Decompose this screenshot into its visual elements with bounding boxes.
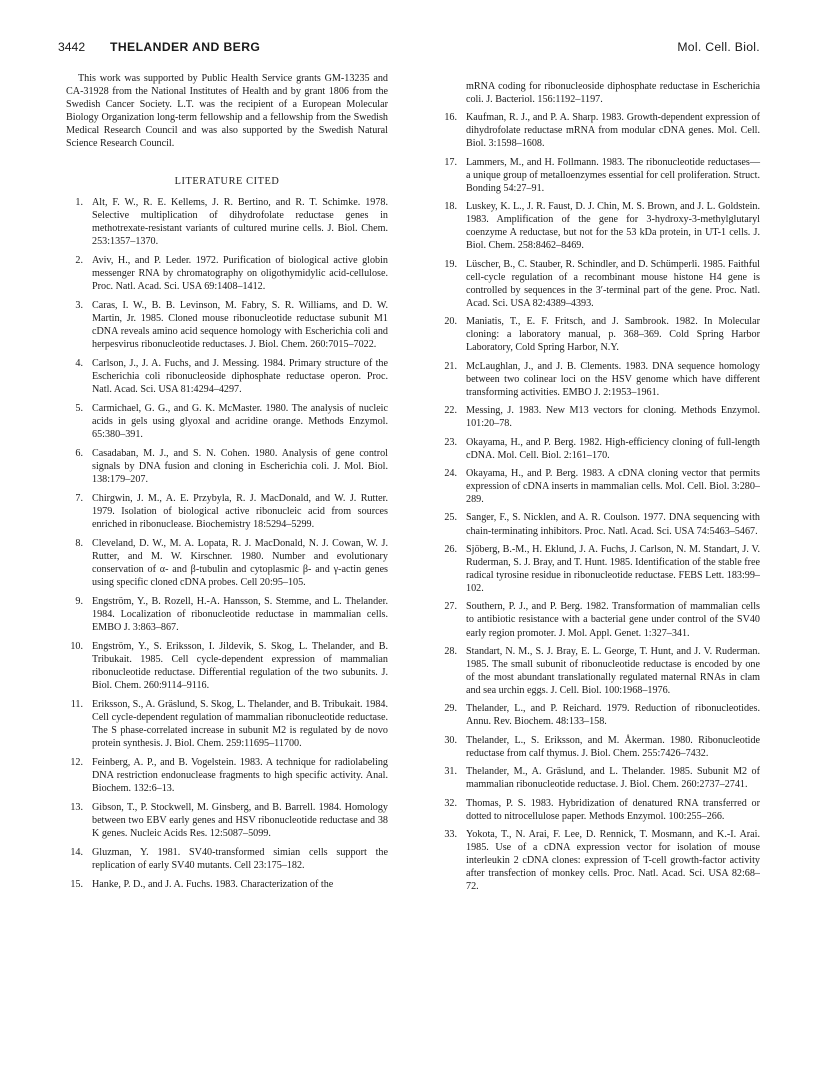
- reference-item: [440, 467, 760, 506]
- reference-number: 33.: [444, 828, 457, 840]
- reference-number: 18.: [444, 201, 457, 213]
- reference-list-right: [440, 111, 760, 893]
- reference-text: Engström, Y., S. Eriksson, I. Jildevik, S. Skog, L. Thelander, and B. Tribukait. 1985. Cell cycle-dependent expression of mammalian ribonucleotide reductase. Differential regulation of the two subunits. J. Biol. Chem. 260:9114–9116.: [92, 640, 388, 691]
- reference-item: [440, 111, 760, 150]
- reference-item: [66, 595, 388, 634]
- reference-number: 4.: [75, 357, 83, 369]
- reference-number: 19.: [444, 258, 457, 270]
- reference-item: [440, 404, 760, 430]
- reference-text: Okayama, H., and P. Berg. 1983. A cDNA cloning vector that permits expression of cDNA inserts in mammalian cells. Mol. Cell. Biol. 3:280–289.: [466, 467, 760, 506]
- reference-text: Carlson, J., J. A. Fuchs, and J. Messing. 1984. Primary structure of the Escherichia coli ribonucleoside diphosphate reductase operon. Proc. Natl. Acad. Sci. USA 81:4294–4297.: [92, 357, 388, 395]
- reference-text: Feinberg, A. P., and B. Vogelstein. 1983. A technique for radiolabeling DNA restriction endonuclease fragments to high specific activity. Anal. Biochem. 132:6–13.: [92, 756, 388, 794]
- literature-cited-heading: LITERATURE CITED: [174, 175, 280, 187]
- reference-text: Maniatis, T., E. F. Fritsch, and J. Sambrook. 1982. In Molecular cloning: a laboratory manual, p. 368–369. Cold Spring Harbor Laboratory, Cold Spring Harbor, N.Y.: [466, 316, 760, 354]
- reference-text: Lüscher, B., C. Stauber, R. Schindler, and D. Schümperli. 1985. Faithful cell-cycle regulation of a recombinant mouse histone H4 gene is controlled by sequences in the 3′-terminal part of the gene. Proc. Natl. Acad. Sci. USA 82:4389–4393.: [466, 258, 760, 309]
- reference-number: 12.: [70, 756, 83, 768]
- journal-name: Mol. Cell. Biol.: [677, 40, 760, 54]
- reference-item: [66, 299, 388, 351]
- reference-text: Sjöberg, B.-M., H. Eklund, J. A. Fuchs, J. Carlson, N. M. Standart, J. V. Ruderman, S. J. Bray, and T. Hunt. 1985. Identification of the stable free radical tyrosine residue in ribonucleotide reductase. FEBS Lett. 183:99–102.: [466, 543, 760, 595]
- reference-item: [66, 846, 388, 872]
- reference-text: Kaufman, R. J., and P. A. Sharp. 1983. Growth-dependent expression of dihydrofolate reductase mRNA from modular cDNA genes. Mol. Cell. Biol. 3:1598–1608.: [466, 112, 760, 150]
- reference-item: [440, 828, 760, 893]
- reference-number: 2.: [75, 254, 83, 266]
- reference-number: 9.: [75, 595, 83, 607]
- reference-number: 13.: [70, 801, 83, 813]
- reference-number: 15.: [70, 878, 83, 890]
- reference-number: 27.: [444, 601, 457, 613]
- reference-text: Cleveland, D. W., M. A. Lopata, R. J. MacDonald, N. J. Cowan, W. J. Rutter, and M. W. Kirschner. 1980. Number and evolutionary conservation of α- and β-tubulin and cytoplasmic β- and γ-actin genes using specific cloned cDNA probes. Cell 20:95–105.: [92, 537, 388, 588]
- reference-text: Thelander, M., A. Gräslund, and L. Thelander. 1985. Subunit M2 of mammalian ribonucleotide reductase. J. Biol. Chem. 260:2737–2741.: [466, 766, 760, 791]
- reference-number: 8.: [75, 537, 83, 549]
- reference-item: [440, 797, 760, 823]
- reference-number: 31.: [444, 766, 457, 778]
- reference-number: 16.: [444, 112, 457, 124]
- reference-number: 28.: [444, 645, 457, 657]
- reference-item: [66, 447, 388, 486]
- reference-item: [440, 156, 760, 195]
- reference-item: [440, 765, 760, 791]
- reference-item: [440, 734, 760, 760]
- reference-item: [66, 357, 388, 396]
- reference-number: 30.: [444, 734, 457, 746]
- reference-item: [440, 543, 760, 595]
- reference-text: Eriksson, S., A. Gräslund, S. Skog, L. Thelander, and B. Tribukait. 1984. Cell cycle-dependent regulation of mammalian ribonucleotide reductase. The S phase-correlated increase in subunit M2 is regulated by de novo protein synthesis. J. Biol. Chem. 259:11695–11700.: [92, 698, 388, 749]
- reference-number: 14.: [70, 846, 83, 858]
- reference-text: Standart, N. M., S. J. Bray, E. L. George, T. Hunt, and J. V. Ruderman. 1985. The small subunit of ribonucleotide reductase is encoded by one of the most abundant translationally regulated maternal RNAs in clam and sea urchin eggs. J. Cell. Biol. 100:1968–1976.: [466, 645, 760, 697]
- reference-text: Gibson, T., P. Stockwell, M. Ginsberg, and B. Barrell. 1984. Homology between two EBV early genes and HSV ribonucleotide reductase and 38 K genes. Nucleic Acids Res. 12:5087–5099.: [92, 801, 388, 839]
- right-column: [440, 80, 760, 899]
- reference-text: Thelander, L., S. Eriksson, and M. Åkerman. 1980. Ribonucleotide reductase from calf thymus. J. Biol. Chem. 255:7426–7432.: [466, 734, 760, 759]
- reference-number: 23.: [444, 436, 457, 448]
- reference-item: [66, 640, 388, 692]
- reference-text: Messing, J. 1983. New M13 vectors for cloning. Methods Enzymol. 101:20–78.: [466, 405, 760, 430]
- reference-number: 17.: [444, 156, 457, 168]
- reference-number: 20.: [444, 316, 457, 328]
- reference-text: Gluzman, Y. 1981. SV40-transformed simian cells support the replication of early SV40 mutants. Cell 23:175–182.: [92, 846, 388, 871]
- reference-item: [66, 196, 388, 248]
- reference-text: Hanke, P. D., and J. A. Fuchs. 1983. Characterization of the: [92, 878, 334, 890]
- page-number: 3442: [58, 40, 86, 54]
- reference-item: [66, 756, 388, 795]
- reference-text: Lammers, M., and H. Follmann. 1983. The ribonucleotide reductases—a unique group of metalloenzymes essential for cell proliferation. Struct. Bonding 54:27–91.: [466, 156, 760, 194]
- reference-number: 10.: [70, 640, 83, 652]
- reference-text: Southern, P. J., and P. Berg. 1982. Transformation of mammalian cells to antibiotic resistance with a bacterial gene under control of the SV40 early region promoter. J. Mol. Appl. Genet. 1:327–341.: [466, 601, 760, 639]
- reference-number: 24.: [444, 467, 457, 479]
- reference-text: Engström, Y., B. Rozell, H.-A. Hansson, S. Stemme, and L. Thelander. 1984. Localization of ribonucleotide reductase in mammalian cells. EMBO J. 3:863–867.: [92, 595, 388, 633]
- reference-item: [440, 511, 760, 537]
- reference-text: Carmichael, G. G., and G. K. McMaster. 1980. The analysis of nucleic acids in gels using glyoxal and acridine orange. Methods Enzymol. 65:380–391.: [92, 402, 388, 440]
- reference-text: Caras, I. W., B. B. Levinson, M. Fabry, S. R. Williams, and D. W. Martin, Jr. 1985. Cloned mouse ribonucleotide reductase subunit M1 cDNA reveals amino acid sequence homology with Escherichia coli and herpesvirus ribonucleotide reductases. J. Biol. Chem. 260:7015–7022.: [92, 299, 388, 350]
- reference-item: [440, 702, 760, 728]
- running-authors: THELANDER AND BERG: [110, 40, 261, 54]
- reference-number: 6.: [75, 447, 83, 459]
- reference-item: [440, 200, 760, 252]
- reference-number: 29.: [444, 703, 457, 715]
- reference-text: Aviv, H., and P. Leder. 1972. Purification of biological active globin messenger RNA by chromatography on oligothymidylic acid-cellulose. Proc. Natl. Acad. Sci. USA 69:1408–1412.: [92, 254, 388, 292]
- reference-item: [440, 315, 760, 354]
- reference-list-left: [66, 196, 388, 891]
- reference-number: 21.: [444, 360, 457, 372]
- reference-text: Thelander, L., and P. Reichard. 1979. Reduction of ribonucleotides. Annu. Rev. Biochem. 48:133–158.: [466, 703, 760, 728]
- page-header: [58, 40, 760, 58]
- reference-text: Chirgwin, J. M., A. E. Przybyla, R. J. MacDonald, and W. J. Rutter. 1979. Isolation of biological active ribonucleic acid from sources enriched in ribonuclease. Biochemistry 18:5294–5299.: [92, 492, 388, 530]
- reference-item: [66, 878, 388, 891]
- reference-text: Okayama, H., and P. Berg. 1982. High-efficiency cloning of full-length cDNA. Mol. Cell. Biol. 2:161–170.: [466, 436, 760, 461]
- reference-number: 5.: [75, 402, 83, 414]
- reference-number: 26.: [444, 543, 457, 555]
- reference-text: Sanger, F., S. Nicklen, and A. R. Coulson. 1977. DNA sequencing with chain-terminating inhibitors. Proc. Natl. Acad. Sci. USA 74:5463–5467.: [466, 512, 760, 537]
- reference-item: [66, 492, 388, 531]
- reference-item: [440, 436, 760, 462]
- reference-item: [440, 600, 760, 639]
- reference-continuation: mRNA coding for ribonucleoside diphosphate reductase in Escherichia coli. J. Bacteriol. 156:1192–1197.: [466, 81, 760, 106]
- reference-number: 1.: [75, 196, 83, 208]
- reference-item: [66, 698, 388, 750]
- reference-number: 32.: [444, 797, 457, 809]
- acknowledgment-paragraph: This work was supported by Public Health Service grants GM-13235 and CA-31928 from the National Institutes of Health and by grant 1806 from the Swedish Cancer Society. L.T. was the recipient of a European Molecular Biology Organization long-term fellowship and a fellowship from the Swedish Medical Research Council and was also supported by the Swedish Natural Science Research Council.: [66, 73, 388, 150]
- reference-text: Yokota, T., N. Arai, F. Lee, D. Rennick, T. Mosmann, and K.-I. Arai. 1985. Use of a cDNA expression vector for isolation of mouse interleukin 2 cDNA clones: expression of T-cell growth-factor activity after transfection of monkey cells. Proc. Natl. Acad. Sci. USA 82:68–72.: [466, 828, 760, 893]
- reference-number: 7.: [75, 492, 83, 504]
- reference-item: [440, 360, 760, 399]
- reference-text: Alt, F. W., R. E. Kellems, J. R. Bertino, and R. T. Schimke. 1978. Selective multiplication of dihydrofolate reductase genes in methotrexate-resistant variants of cultured murine cells. J. Biol. Chem. 253:1357–1370.: [92, 196, 388, 247]
- reference-number: 3.: [75, 299, 83, 311]
- reference-item: [440, 258, 760, 310]
- reference-text: Thomas, P. S. 1983. Hybridization of denatured RNA transferred or dotted to nitrocellulose paper. Methods Enzymol. 100:255–266.: [466, 797, 760, 822]
- reference-number: 11.: [70, 698, 83, 710]
- reference-item: [66, 801, 388, 840]
- reference-number: 25.: [444, 512, 457, 524]
- reference-text: Luskey, K. L., J. R. Faust, D. J. Chin, M. S. Brown, and J. L. Goldstein. 1983. Amplification of the gene for 3-hydroxy-3-methylglutaryl coenzyme A reductase, but not for the 53 kDa protein, in UT-1 cells. J. Biol. Chem. 258:8462–8469.: [466, 201, 760, 252]
- reference-item: [66, 537, 388, 589]
- reference-number: 22.: [444, 405, 457, 417]
- reference-item: [66, 402, 388, 441]
- left-column: [66, 66, 388, 896]
- reference-text: Casadaban, M. J., and S. N. Cohen. 1980. Analysis of gene control signals by DNA fusion and cloning in Escherichia coli. J. Mol. Biol. 138:179–207.: [92, 447, 388, 485]
- reference-item: [440, 645, 760, 697]
- reference-text: McLaughlan, J., and J. B. Clements. 1983. DNA sequence homology between two colinear loci on the HSV genome which have different transforming activities. EMBO J. 2:1953–1961.: [466, 360, 760, 398]
- reference-item: [66, 254, 388, 293]
